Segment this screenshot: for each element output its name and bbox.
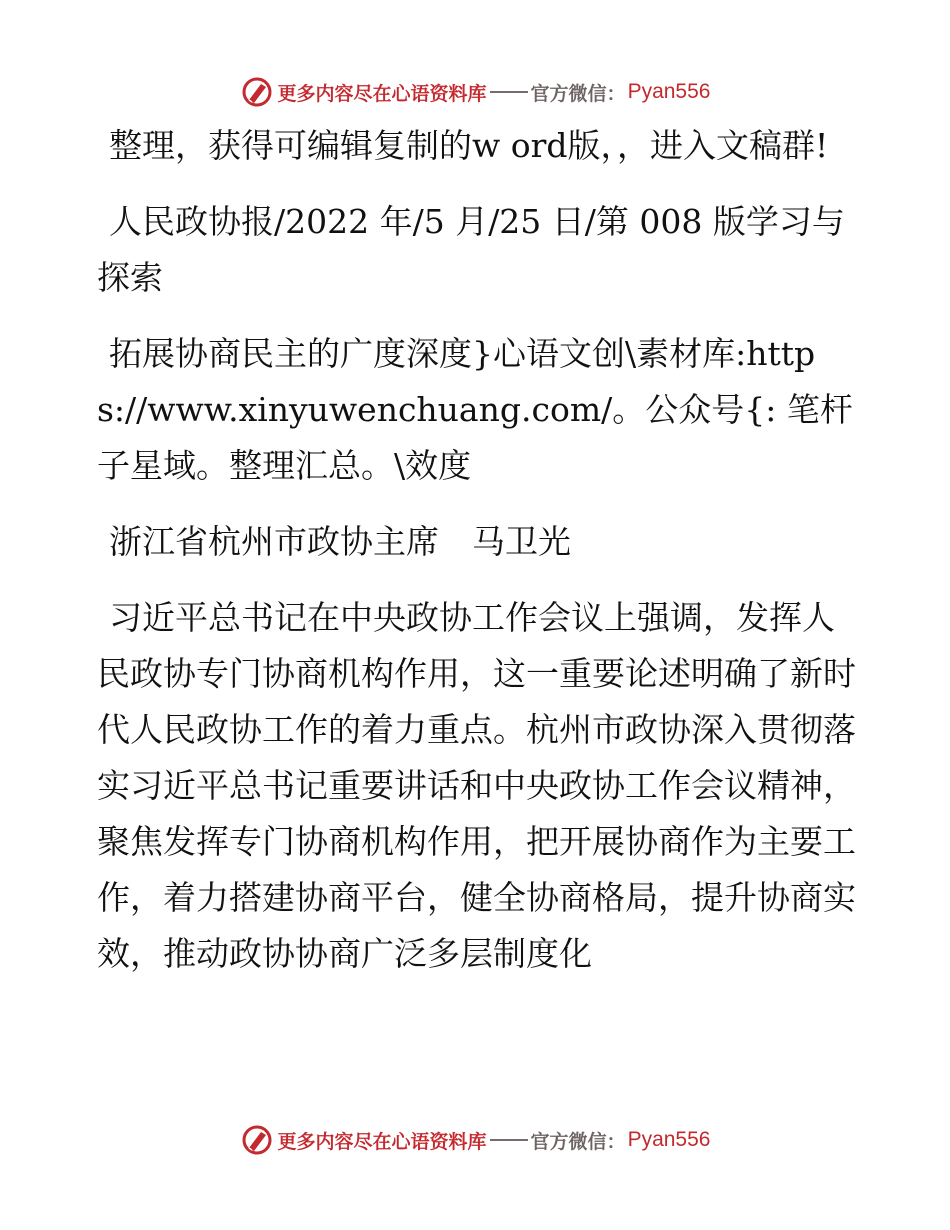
banner-wechat-label: 官方微信：: [530, 1130, 626, 1153]
banner-slogan: 更多内容尽在心语资料库: [277, 1130, 487, 1153]
banner-wechat-id: Pyan556: [627, 80, 711, 103]
paragraph-title: 拓展协商民主的广度深度}心语文创\素材库:https://www.xinyuwenchuang.com/。公众号{: 笔杆子星域。整理汇总。\效度: [97, 334, 853, 485]
pen-logo-icon: [240, 75, 274, 109]
paragraph-author: 浙江省杭州市政协主席 马卫光: [109, 522, 571, 561]
document-body: [97, 118, 857, 1002]
pen-logo-icon: [240, 1123, 274, 1157]
banner-wechat-id: Pyan556: [627, 1128, 711, 1151]
paragraph-intro: 整理，获得可编辑复制的w ord版，，进入文稿群!: [109, 126, 829, 165]
paragraph-source: 人民政协报/2022 年/5 月/25 日/第 008 版学习与探索: [97, 202, 845, 297]
footer-banner: [0, 1118, 950, 1162]
banner-divider: [490, 91, 528, 93]
paragraph-body: 习近平总书记在中央政协工作会议上强调，发挥人民政协专门协商机构作用，这一重要论述明确了新时代人民政协工作的着力重点。杭州市政协深入贯彻落实习近平总书记重要讲话和中央政协工作会议精神，聚焦发挥专门协商机构作用，把开展协商作为主要工作，着力搭建协商平台，健全协商格局，提升协商实效，推动政协协商广泛多层制度化: [97, 598, 856, 973]
banner-wechat-label: 官方微信：: [530, 82, 626, 105]
banner-divider: [490, 1139, 528, 1141]
banner-slogan: 更多内容尽在心语资料库: [277, 82, 487, 105]
header-banner: [0, 70, 950, 114]
